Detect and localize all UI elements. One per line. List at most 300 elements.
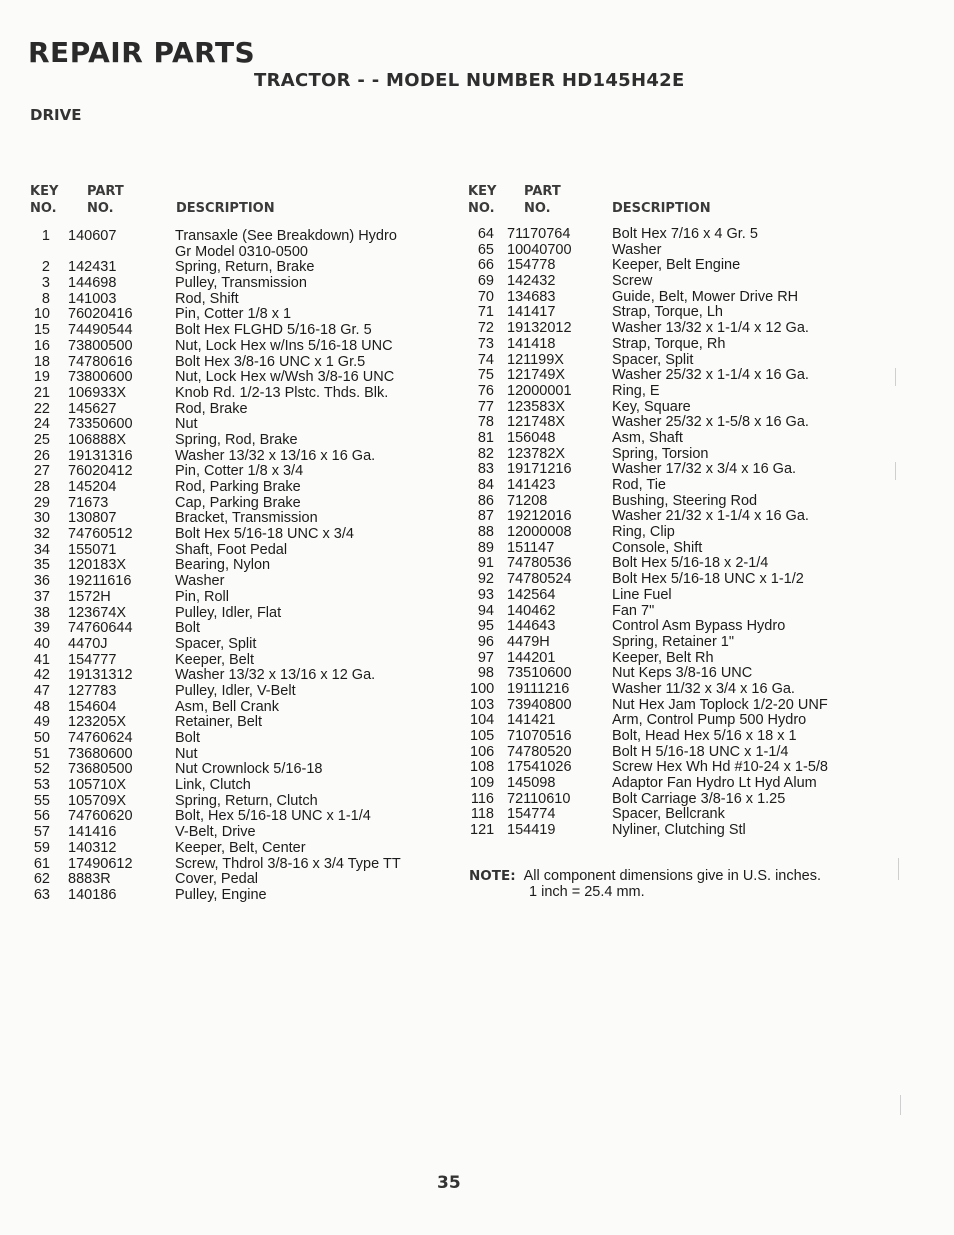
part-number: 141417 [507, 304, 556, 321]
part-number: 144698 [68, 275, 117, 292]
parts-list-right [470, 227, 890, 839]
part-row [470, 509, 890, 525]
description-line: Bolt, Hex 5/16-18 UNC x 1-1/4 [175, 808, 371, 825]
description-line: V-Belt, Drive [175, 824, 256, 841]
key-number: 103 [470, 696, 495, 713]
part-number: 72110610 [507, 790, 571, 807]
part-row [28, 888, 448, 904]
part-number: 142431 [68, 259, 117, 276]
part-number: 76020416 [68, 306, 133, 323]
part-row [28, 621, 448, 637]
part-row [470, 823, 890, 839]
part-number: 140186 [68, 886, 117, 903]
key-number: 32 [33, 526, 50, 543]
part-description [175, 621, 200, 637]
part-number: 74760644 [68, 620, 133, 637]
part-number: 71070516 [507, 728, 572, 744]
description-line: Bolt Carriage 3/8-16 x 1.25 [612, 790, 786, 807]
description-line: Bolt Hex 5/16-18 x 2-1/4 [612, 555, 769, 572]
description-line: Bolt Hex 7/16 x 4 Gr. 5 [612, 226, 758, 242]
description-line: Washer 11/32 x 3/4 x 16 Ga. [612, 680, 795, 697]
part-row [28, 872, 448, 888]
part-number: 19131312 [68, 667, 133, 684]
key-number: 35 [33, 557, 50, 574]
part-description [612, 729, 797, 745]
key-number: 108 [470, 759, 495, 776]
key-number: 74 [477, 351, 494, 368]
description-line: Bushing, Steering Rod [612, 492, 758, 509]
part-row [470, 619, 890, 635]
note-line-1: All component dimensions give in U.S. inches. [523, 868, 822, 884]
key-number: 70 [477, 288, 494, 305]
key-number: 82 [477, 445, 494, 462]
part-description [612, 635, 734, 651]
part-description [612, 478, 666, 494]
key-number: 36 [33, 573, 50, 590]
description-line: Washer 13/32 x 13/16 x 16 Ga. [175, 447, 376, 464]
part-row [470, 525, 890, 541]
key-number: 116 [470, 790, 494, 807]
part-description [612, 666, 752, 682]
description-line: Line Fuel [612, 586, 672, 603]
part-row [28, 449, 448, 465]
part-row [28, 747, 448, 763]
key-number: 1 [41, 228, 50, 244]
part-description [612, 713, 806, 729]
key-number: 121 [470, 822, 495, 839]
key-number: 50 [33, 730, 50, 747]
part-description [612, 415, 809, 431]
part-row [28, 260, 448, 276]
part-number: 141416 [68, 824, 117, 841]
part-description [175, 590, 229, 606]
description-line: Bolt Hex 3/8-16 UNC x 1 Gr.5 [175, 353, 366, 370]
part-description [175, 731, 200, 747]
part-description [612, 604, 654, 620]
description-line: Rod, Tie [612, 477, 666, 493]
part-description [612, 400, 691, 416]
part-row [470, 556, 890, 572]
description-line: Bolt, Head Hex 5/16 x 18 x 1 [612, 728, 797, 744]
part-description [612, 274, 652, 290]
part-description [612, 368, 809, 384]
note-line-2: 1 inch = 25.4 mm. [529, 884, 645, 900]
part-number: 154774 [507, 806, 556, 823]
part-number: 73510600 [507, 665, 572, 682]
part-number: 123782X [507, 445, 566, 462]
part-description [612, 651, 714, 667]
part-row [470, 431, 890, 447]
key-number: 55 [33, 792, 50, 809]
part-number: 17541026 [507, 759, 572, 776]
part-description [175, 417, 198, 433]
description-line: Arm, Control Pump 500 Hydro [612, 712, 807, 729]
description-line: Pulley, Engine [175, 886, 267, 903]
key-number: 106 [470, 743, 495, 760]
key-number: 52 [33, 761, 50, 778]
description-line: Washer 21/32 x 1-1/4 x 16 Ga. [612, 508, 809, 525]
description-line: Adaptor Fan Hydro Lt Hyd Alum [612, 775, 817, 792]
description-line: Strap, Torque, Lh [612, 304, 723, 321]
description-line: Keeper, Belt Engine [612, 257, 741, 274]
description-line: Nut [175, 416, 198, 433]
description-line: Spring, Return, Clutch [175, 792, 318, 809]
part-row [470, 447, 890, 463]
key-number: 59 [33, 839, 50, 856]
part-description [612, 384, 660, 400]
description-line: Bolt [175, 730, 200, 747]
part-description [175, 464, 303, 480]
parts-list-left [28, 229, 448, 904]
description-line: Keeper, Belt, Center [175, 839, 306, 856]
description-line: Rod, Parking Brake [175, 479, 301, 496]
part-row [28, 370, 448, 386]
part-description [612, 305, 723, 321]
description-line: Washer 17/32 x 3/4 x 16 Ga. [612, 461, 797, 478]
key-number: 10 [33, 306, 50, 323]
part-description [612, 321, 809, 337]
part-description [175, 323, 372, 339]
part-row [28, 637, 448, 653]
part-row [28, 511, 448, 527]
part-description [175, 606, 281, 622]
part-number: 74780616 [68, 353, 133, 370]
part-no-header-left [87, 183, 124, 217]
key-number: 98 [477, 665, 494, 682]
description-line: Cover, Pedal [175, 871, 259, 888]
description-continuation: Gr Model 0310-0500 [175, 243, 308, 260]
part-description [612, 290, 798, 306]
part-number: 71208 [507, 492, 548, 509]
description-line: Bolt H 5/16-18 UNC x 1-1/4 [612, 743, 789, 760]
part-number: 144643 [507, 618, 556, 635]
part-number: 74760512 [68, 526, 133, 543]
key-number: 71 [477, 304, 494, 321]
part-description [175, 307, 291, 323]
key-number: 72 [477, 320, 494, 337]
key-no-header-right [468, 183, 496, 217]
part-description [175, 527, 354, 543]
description-line: Washer 13/32 x 1-1/4 x 12 Ga. [612, 320, 809, 337]
key-number: 53 [33, 777, 50, 794]
description-line: Screw Hex Wh Hd #10-24 x 1-5/8 [612, 759, 828, 776]
part-description [175, 229, 397, 260]
key-number: 19 [33, 369, 50, 386]
part-description [175, 386, 388, 402]
part-row [470, 635, 890, 651]
description-line: Retainer, Belt [175, 714, 263, 731]
description-line: Knob Rd. 1/2-13 Plstc. Thds. Blk. [175, 384, 389, 401]
key-number: 22 [33, 400, 50, 417]
part-row [470, 729, 890, 745]
part-number: 73800500 [68, 337, 133, 354]
description-line: Cap, Parking Brake [175, 494, 301, 511]
description-line: Fan 7" [612, 602, 655, 619]
part-row [470, 682, 890, 698]
part-row [470, 494, 890, 510]
part-description [175, 668, 375, 684]
part-number: 105709X [68, 792, 127, 809]
part-description [175, 370, 394, 386]
part-row [28, 778, 448, 794]
description-line: Pulley, Idler, Flat [175, 604, 282, 621]
part-description [175, 747, 198, 763]
description-line: Bolt Hex 5/16-18 UNC x 1-1/2 [612, 571, 804, 588]
part-row [28, 590, 448, 606]
part-number: 19111216 [507, 680, 570, 697]
part-description [175, 809, 371, 825]
part-row [28, 307, 448, 323]
part-number: 73680500 [68, 761, 133, 778]
part-number: 123674X [68, 604, 127, 621]
description-line: Spring, Return, Brake [175, 259, 315, 276]
part-row [470, 760, 890, 776]
key-no-header-left [30, 183, 58, 217]
part-row [28, 323, 448, 339]
description-line: Keeper, Belt [175, 651, 254, 668]
part-row [28, 841, 448, 857]
key-number: 69 [477, 273, 494, 290]
description-line: Washer [612, 241, 662, 258]
part-description [612, 258, 740, 274]
key-number: 26 [33, 447, 50, 464]
description-line: Spacer, Split [612, 351, 694, 368]
part-row [28, 402, 448, 418]
part-row [470, 321, 890, 337]
key-number: 65 [477, 241, 494, 258]
part-description [612, 431, 683, 447]
part-description [175, 543, 287, 559]
part-description [175, 637, 256, 653]
key-number: 81 [477, 429, 494, 446]
part-header-bottom: NO. [87, 201, 114, 216]
key-number: 96 [477, 633, 494, 650]
part-number: 123205X [68, 714, 127, 731]
key-number: 37 [33, 588, 50, 605]
key-number: 66 [477, 257, 494, 274]
part-row [470, 400, 890, 416]
part-description [612, 447, 708, 463]
part-row [28, 825, 448, 841]
key-number: 51 [33, 745, 50, 762]
part-row [28, 715, 448, 731]
description-line: Transaxle (See Breakdown) Hydro [175, 228, 397, 244]
part-description [612, 494, 757, 510]
key-number: 25 [33, 431, 50, 448]
part-description [175, 496, 301, 512]
description-header-right: DESCRIPTION [612, 201, 711, 216]
key-number: 15 [33, 322, 50, 339]
description-line: Ring, Clip [612, 524, 675, 541]
description-line: Nut Hex Jam Toplock 1/2-20 UNF [612, 696, 828, 713]
description-line: Rod, Shift [175, 290, 239, 307]
key-number: 34 [33, 541, 50, 558]
part-row [470, 462, 890, 478]
part-row [470, 745, 890, 761]
part-description [612, 745, 789, 761]
part-description [612, 572, 804, 588]
scan-artifact [900, 1095, 901, 1115]
part-number: 19171216 [507, 461, 572, 478]
key-number: 87 [477, 508, 494, 525]
part-row [28, 480, 448, 496]
part-number: 74760624 [68, 730, 133, 747]
description-line: Strap, Torque, Rh [612, 335, 726, 352]
description-line: Asm, Shaft [612, 429, 683, 446]
part-number: 19131316 [68, 447, 133, 464]
part-description [175, 276, 307, 292]
key-number: 41 [33, 651, 50, 668]
part-number: 71673 [68, 494, 109, 511]
part-header-top: PART [524, 184, 561, 199]
key-number: 97 [477, 649, 494, 666]
part-number: 141003 [68, 290, 117, 307]
description-line: Keeper, Belt Rh [612, 649, 714, 666]
part-row [470, 478, 890, 494]
description-line: Pin, Roll [175, 588, 229, 605]
part-description [175, 260, 314, 276]
part-number: 105710X [68, 777, 127, 794]
part-description [175, 888, 267, 904]
part-description [175, 825, 256, 841]
part-description [612, 698, 828, 714]
key-number: 3 [41, 275, 50, 292]
description-line: Washer [175, 573, 225, 590]
key-number: 94 [477, 602, 494, 619]
part-row [28, 355, 448, 371]
part-number: 10040700 [507, 241, 572, 258]
part-number: 154604 [68, 698, 117, 715]
key-number: 62 [33, 871, 50, 888]
part-description [175, 292, 239, 308]
key-number: 18 [33, 353, 50, 370]
part-row [470, 353, 890, 369]
key-number: 64 [477, 226, 494, 242]
key-number: 21 [33, 384, 50, 401]
part-number: 74760620 [68, 808, 133, 825]
part-description [175, 339, 393, 355]
part-number: 17490612 [68, 855, 133, 872]
part-number: 140462 [507, 602, 556, 619]
page-title: REPAIR PARTS [28, 36, 256, 69]
part-description [175, 480, 301, 496]
part-description [175, 511, 318, 527]
part-number: 154778 [507, 257, 556, 274]
key-number: 83 [477, 461, 494, 478]
key-header-top: KEY [30, 184, 59, 199]
key-number: 27 [33, 463, 50, 480]
part-number: 145627 [68, 400, 117, 417]
description-line: Console, Shift [612, 539, 703, 556]
part-row [470, 227, 890, 243]
description-line: Shaft, Foot Pedal [175, 541, 288, 558]
part-number: 73940800 [507, 696, 572, 713]
key-number: 100 [470, 680, 495, 697]
part-number: 121749X [507, 367, 566, 384]
part-description [612, 588, 672, 604]
part-number: 140607 [68, 228, 117, 244]
part-number: 140312 [68, 839, 117, 856]
part-number: 144201 [507, 649, 556, 666]
part-row [28, 339, 448, 355]
key-header-top: KEY [468, 184, 497, 199]
key-number: 78 [477, 414, 494, 431]
part-row [470, 541, 890, 557]
part-row [28, 574, 448, 590]
part-row [28, 276, 448, 292]
part-row [28, 527, 448, 543]
part-row [28, 496, 448, 512]
key-number: 47 [33, 682, 50, 699]
part-number: 74780524 [507, 571, 572, 588]
part-description [612, 556, 768, 572]
key-number: 104 [470, 712, 495, 729]
part-row [470, 258, 890, 274]
part-row [470, 588, 890, 604]
part-description [175, 558, 270, 574]
part-description [175, 684, 296, 700]
part-number: 142432 [507, 273, 556, 290]
part-description [612, 243, 661, 259]
key-number: 48 [33, 698, 50, 715]
description-line: Screw, Thdrol 3/8-16 x 3/4 Type TT [175, 855, 401, 872]
part-description [175, 872, 258, 888]
part-row [470, 384, 890, 400]
part-description [175, 762, 323, 778]
part-number: 76020412 [68, 463, 133, 480]
key-number: 61 [33, 855, 50, 872]
description-line: Washer 25/32 x 1-5/8 x 16 Ga. [612, 414, 809, 431]
part-number: 74780520 [507, 743, 572, 760]
part-number: 141423 [507, 477, 556, 493]
part-number: 134683 [507, 288, 556, 305]
part-header-bottom: NO. [524, 201, 551, 216]
key-number: 75 [477, 367, 494, 384]
note-label: NOTE: [469, 868, 516, 884]
part-row [28, 653, 448, 669]
part-description [175, 794, 318, 810]
part-number: 156048 [507, 429, 556, 446]
part-row [470, 713, 890, 729]
part-row [28, 229, 448, 260]
part-number: 19212016 [507, 508, 572, 525]
part-header-top: PART [87, 184, 124, 199]
part-description [612, 525, 675, 541]
key-number: 30 [33, 510, 50, 527]
part-row [28, 684, 448, 700]
part-number: 19211616 [68, 573, 132, 590]
part-row [28, 700, 448, 716]
part-row [470, 415, 890, 431]
key-number: 118 [470, 806, 494, 823]
part-description [175, 402, 248, 418]
model-subtitle: TRACTOR - - MODEL NUMBER HD145H42E [254, 70, 685, 91]
part-row [28, 433, 448, 449]
part-row [28, 809, 448, 825]
key-number: 38 [33, 604, 50, 621]
key-number: 76 [477, 382, 494, 399]
part-description [612, 792, 785, 808]
part-number: 73800600 [68, 369, 133, 386]
part-description [175, 449, 375, 465]
part-description [612, 807, 725, 823]
description-line: Key, Square [612, 398, 691, 415]
key-number: 42 [33, 667, 50, 684]
part-description [612, 509, 809, 525]
key-number: 89 [477, 539, 494, 556]
description-line: Link, Clutch [175, 777, 251, 794]
part-row [28, 762, 448, 778]
